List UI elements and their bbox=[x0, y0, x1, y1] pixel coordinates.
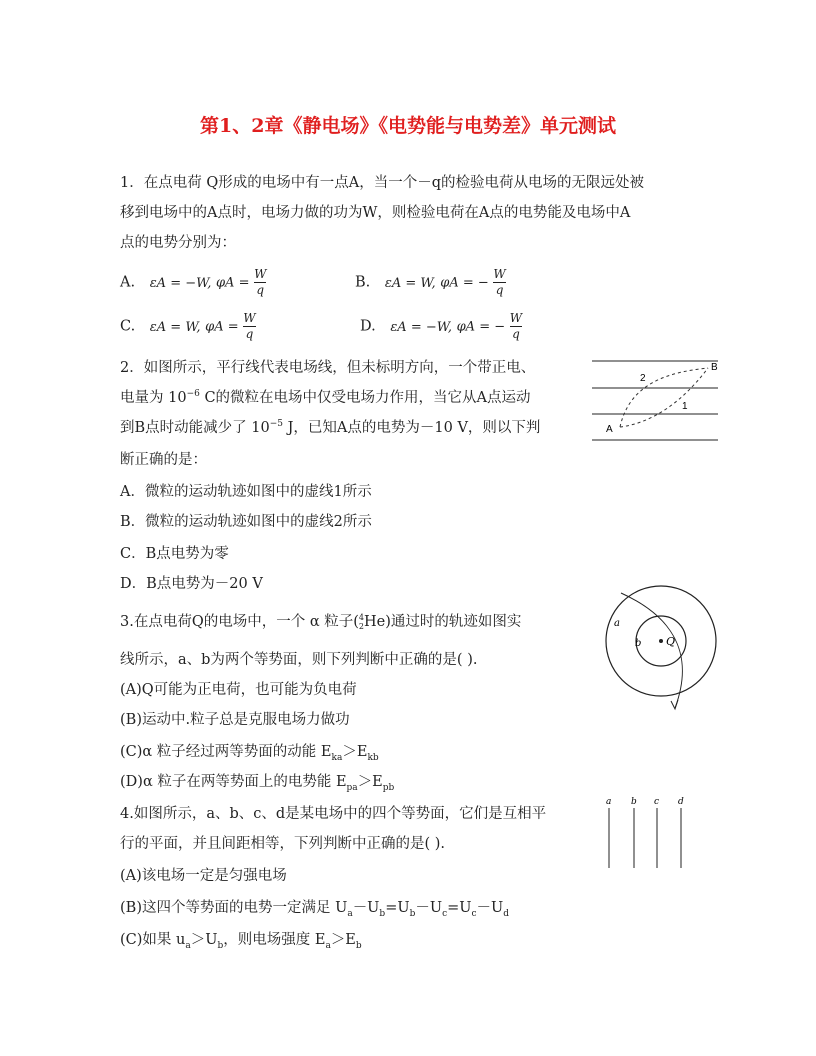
q3-option-c-sub2: kb bbox=[367, 752, 379, 763]
q1-option-c-den: q bbox=[245, 327, 254, 341]
q3-option-b: (B)运动中.粒子总是克服电场力做功 bbox=[120, 712, 350, 728]
q3-option-d-sub1: pa bbox=[346, 782, 358, 793]
q1-option-a bbox=[120, 268, 266, 297]
q1-option-a-phi: φA = bbox=[215, 275, 250, 291]
q4-option-b-s3: b bbox=[409, 908, 416, 919]
q1-option-b bbox=[355, 268, 506, 297]
q2-line-2 bbox=[120, 388, 531, 408]
q1-option-c bbox=[120, 312, 256, 341]
q1-option-b-den: q bbox=[495, 283, 504, 297]
q1-line-1: 1．在点电荷 Q形成的电场中有一点A，当一个－q的检验电荷从电场的无限远处被 bbox=[120, 175, 644, 191]
q3-fig-label-b: b bbox=[635, 638, 642, 649]
q2-fig-label-1: 1 bbox=[682, 401, 688, 412]
q2-line-2-a: 电量为 10 bbox=[120, 390, 187, 406]
q3-point-charge bbox=[659, 639, 663, 643]
q2-line-2-sup: −6 bbox=[186, 389, 200, 400]
q1-option-c-phi: φA = bbox=[205, 319, 239, 335]
q1-option-c-num: W bbox=[243, 311, 256, 325]
q1-option-a-fraction bbox=[254, 268, 266, 297]
q4-option-b-s6: d bbox=[503, 908, 510, 919]
q4-fig-label-d: d bbox=[678, 797, 684, 807]
q4-option-c-a: (C)如果 u bbox=[120, 932, 186, 948]
q4-option-c-t2: ，则电场强度 E bbox=[223, 932, 326, 948]
q3-line-2: 线所示，a、b为两个等势面，则下列判断中正确的是( ). bbox=[120, 652, 478, 668]
q2-line-3-a: 到B点时动能减少了 10 bbox=[120, 420, 270, 436]
q3-line-1-a: 3.在点电荷Q的电场中，一个 α 粒子( bbox=[120, 614, 359, 630]
q2-option-d: D．B点电势为－20 V bbox=[120, 576, 263, 592]
q1-option-a-label: A. bbox=[120, 274, 136, 291]
q4-fig-label-b: b bbox=[631, 797, 637, 807]
q2-trajectory-1 bbox=[620, 368, 708, 427]
q1-option-a-num: W bbox=[254, 267, 267, 281]
q1-line-3: 点的电势分别为： bbox=[120, 235, 236, 251]
q3-option-c-a: (C)α 粒子经过两等势面的动能 E bbox=[120, 744, 332, 760]
q3-option-c bbox=[120, 742, 379, 762]
q3-option-d-a: (D)α 粒子在两等势面上的电势能 E bbox=[120, 774, 347, 790]
q2-line-1: 2．如图所示，平行线代表电场线，但未标明方向，一个带正电、 bbox=[120, 360, 536, 376]
q2-fig-label-2: 2 bbox=[640, 373, 646, 384]
q1-line-2: 移到电场中的A点时，电场力做的功为W，则检验电荷在A点的电势能及电场中A bbox=[120, 205, 631, 221]
q4-option-b-t4: =U bbox=[447, 900, 472, 916]
q4-option-b-s1: a bbox=[347, 908, 353, 919]
q1-option-b-label: B. bbox=[355, 274, 371, 291]
q2-fig-label-b: B bbox=[711, 362, 718, 373]
q1-option-c-fraction bbox=[243, 312, 255, 341]
q2-fig-label-a: A bbox=[606, 424, 613, 435]
q1-option-d-den: q bbox=[512, 327, 520, 341]
q1-option-c-label: C. bbox=[120, 318, 136, 335]
q4-line-2: 行的平面，并且间距相等，下列判断中正确的是( ). bbox=[120, 836, 446, 852]
q1-option-d-label: D. bbox=[360, 318, 376, 335]
q3-fig-label-a: a bbox=[614, 618, 620, 629]
q1-option-a-den: q bbox=[256, 283, 265, 297]
q4-option-b-t1: －U bbox=[352, 900, 380, 916]
q4-option-c-s2: b bbox=[217, 940, 224, 951]
q1-option-b-phi: φA = − bbox=[440, 275, 489, 291]
q4-option-b-s5: c bbox=[471, 908, 477, 919]
q3-equipotential-figure bbox=[603, 583, 731, 715]
q2-option-a: A．微粒的运动轨迹如图中的虚线1所示 bbox=[120, 484, 372, 500]
q4-option-c-t3: ＞E bbox=[330, 932, 356, 948]
q2-line-2-b: C的微粒在电场中仅受电场力作用，当它从A点运动 bbox=[199, 390, 531, 406]
q3-fig-label-q: Q bbox=[666, 635, 676, 648]
q4-fig-label-a: a bbox=[606, 797, 612, 807]
q1-option-b-fraction bbox=[493, 268, 505, 297]
q1-option-c-eps: εA = W, bbox=[149, 319, 201, 335]
q2-option-c: C．B点电势为零 bbox=[120, 546, 229, 562]
q4-line-1: 4.如图所示，a、b、c、d是某电场中的四个等势面，它们是互相平 bbox=[120, 806, 547, 822]
q4-option-b-t2: =U bbox=[385, 900, 410, 916]
page-title: 第1、2章《静电场》《电势能与电势差》单元测试 bbox=[200, 115, 616, 137]
q4-option-c bbox=[120, 930, 362, 950]
q4-option-c-s3: a bbox=[325, 940, 331, 951]
q3-option-d bbox=[120, 772, 394, 792]
q1-option-a-eps: εA = −W, bbox=[149, 275, 212, 291]
q4-option-b-t3: －U bbox=[415, 900, 443, 916]
q3-option-a: (A)Q可能为正电荷，也可能为负电荷 bbox=[120, 682, 357, 698]
q3-isotope-mass: 4 bbox=[358, 613, 364, 622]
q4-fig-label-c: c bbox=[654, 797, 660, 807]
q4-option-c-t1: ＞U bbox=[190, 932, 218, 948]
q1-option-d-fraction bbox=[510, 312, 522, 341]
q3-option-d-sub2: pb bbox=[382, 782, 395, 793]
q2-line-4: 断正确的是： bbox=[120, 452, 207, 468]
q4-option-c-s1: a bbox=[185, 940, 191, 951]
q2-line-3-b: J，已知A点的电势为－10 V，则以下判 bbox=[283, 420, 541, 436]
q2-line-3-sup: −5 bbox=[269, 419, 283, 430]
q1-option-b-num: W bbox=[493, 267, 506, 281]
q3-option-c-mid: ＞E bbox=[342, 744, 368, 760]
q4-option-a: (A)该电场一定是匀强电场 bbox=[120, 868, 287, 884]
q3-line-1 bbox=[120, 612, 521, 632]
q1-option-d-num: W bbox=[509, 311, 523, 325]
q2-option-b: B．微粒的运动轨迹如图中的虚线2所示 bbox=[120, 514, 372, 530]
q4-option-b bbox=[120, 898, 509, 918]
q2-line-3 bbox=[120, 418, 540, 438]
q3-alpha-trajectory bbox=[621, 593, 682, 708]
q1-option-b-eps: εA = W, bbox=[384, 275, 436, 291]
q1-option-d bbox=[360, 312, 522, 341]
q4-option-c-s4: b bbox=[355, 940, 362, 951]
q1-option-d-eps: εA = −W, bbox=[390, 319, 452, 335]
q3-isotope-atomic: 2 bbox=[358, 622, 364, 631]
q4-option-b-s2: b bbox=[379, 908, 386, 919]
q3-option-c-sub1: ka bbox=[331, 752, 343, 763]
q4-planes-figure bbox=[598, 794, 698, 874]
q3-line-1-b: )通过时的轨迹如图实 bbox=[385, 614, 522, 630]
q3-option-d-mid: ＞E bbox=[357, 774, 383, 790]
q4-option-b-s4: c bbox=[442, 908, 448, 919]
q2-field-lines-figure bbox=[590, 352, 722, 448]
q2-trajectory-2 bbox=[620, 368, 708, 427]
q1-option-d-phi: φA = − bbox=[456, 319, 506, 335]
q3-isotope-symbol: He bbox=[363, 614, 386, 630]
q4-option-b-a: (B)这四个等势面的电势一定满足 U bbox=[120, 900, 348, 916]
q4-option-b-t5: －U bbox=[476, 900, 504, 916]
